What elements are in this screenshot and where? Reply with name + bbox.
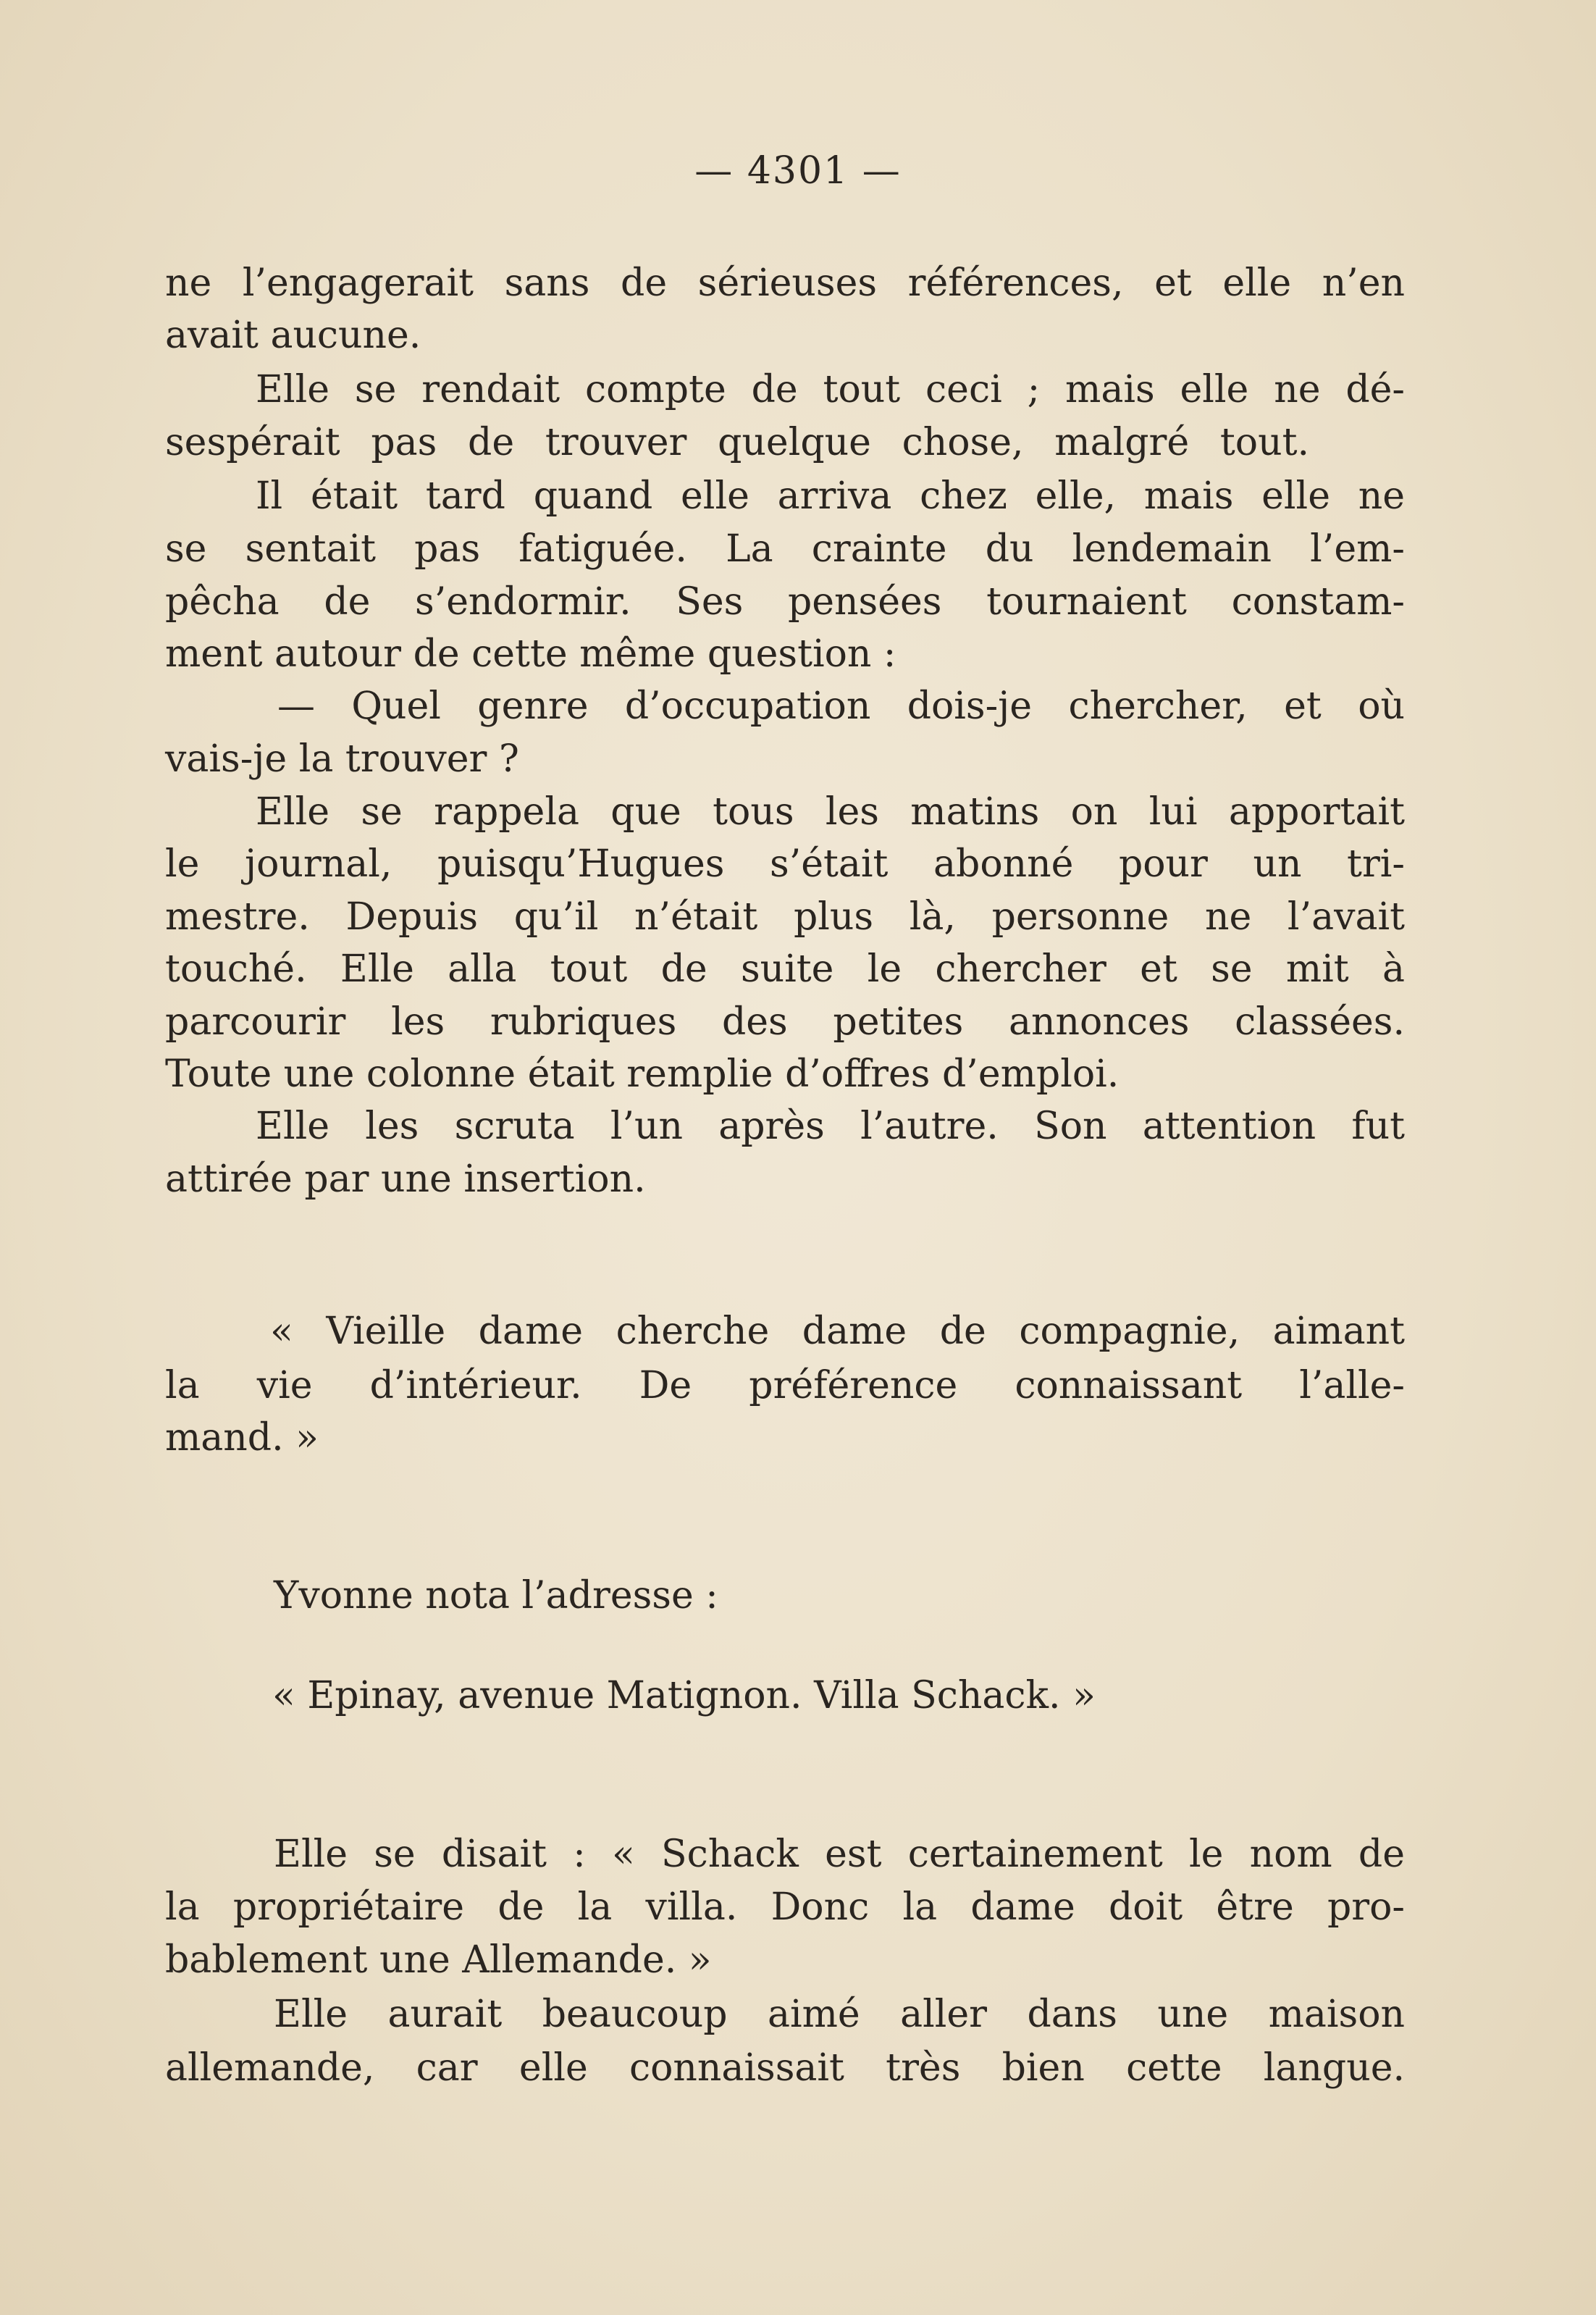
address-text: « Epinay, avenue Matignon. Villa Schack. » [272,1674,1096,1717]
text-line: parcourir les rubriques des petites annonces classées. [165,1000,1405,1044]
text-line: sespérait pas de trouver quelque chose, malgré tout. [165,421,1309,464]
text-line: ment autour de cette même question : [165,632,896,676]
text-line: — Quel genre d’occupation dois-je chercher, et où [277,685,1405,728]
text-line: Elle se disait : « Schack est certainement le nom de [274,1833,1405,1876]
text-line: Il était tard quand elle arriva chez elle, mais elle ne [256,474,1405,518]
page-number: — 4301 — [694,149,902,193]
text-line: Yvonne nota l’adresse : [274,1574,718,1617]
text-line: Elle se rendait compte de tout ceci ; mais elle ne dé- [256,368,1405,411]
text-line: pêcha de s’endormir. Ses pensées tournaient constam- [165,580,1405,624]
text-line: ne l’engagerait sans de sérieuses références, et elle n’en [165,261,1405,305]
text-line: Elle les scruta l’un après l’autre. Son attention fut [256,1105,1405,1148]
text-line: Elle aurait beaucoup aimé aller dans une maison [274,1993,1405,2036]
advert-text: la vie d’intérieur. De préférence connaissant l’alle- [165,1364,1405,1407]
text-line: mestre. Depuis qu’il n’était plus là, personne ne l’avait [165,895,1405,939]
text-line: touché. Elle alla tout de suite le chercher et se mit à [165,947,1405,991]
advert-text: mand. » [165,1416,319,1460]
text-line: bablement une Allemande. » [165,1938,712,1982]
advert-text: « Vieille dame cherche dame de compagnie, aimant [270,1310,1405,1353]
text-line: le journal, puisqu’Hugues s’était abonné pour un tri- [165,842,1405,886]
text-line: vais-je la trouver ? [165,737,519,781]
text-line: avait aucune. [165,314,421,357]
text-line: allemande, car elle connaissait très bien cette langue. [165,2046,1405,2090]
text-line: Elle se rappela que tous les matins on lui apportait [256,790,1405,834]
text-line: se sentait pas fatiguée. La crainte du lendemain l’em- [165,527,1405,571]
text-line: attirée par une insertion. [165,1158,646,1201]
text-line: la propriétaire de la villa. Donc la dame doit être pro- [165,1885,1405,1929]
text-line: Toute une colonne était remplie d’offres d’emploi. [165,1052,1120,1096]
